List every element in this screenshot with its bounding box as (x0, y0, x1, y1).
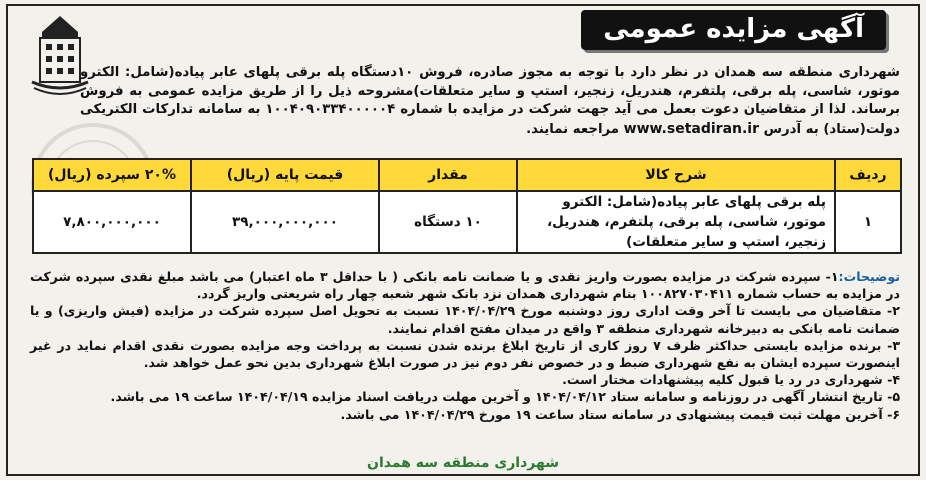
intro-text: شهرداری منطقه سه همدان در نظر دارد با توجه به مجوز صادره، فروش ۱۰دستگاه پله برقی پلهای عابر پیاده(شامل: الکترو موتور، شاسی، پله برقی، پلتفرم، هندریل، زنجیر، استپ و سایر متعلقات)مشروحه ذیل را از طریق مزایده عمومی به فروش برساند. لذا از متقاضیان دعوت بعمل می آید جهت شرکت در مزایده با شماره ۱۰۰۴۰۹۰۳۳۴۰۰۰۰۰۴ به سامانه تدارکات الکتریکی دولت(ستاد) به آدرس (80, 65, 900, 137)
header-deposit: ۲۰% سپرده (ریال) (33, 159, 191, 191)
header-base-price: قیمت پایه (ریال) (191, 159, 379, 191)
intro-closing: مراجعه نمایند. (526, 121, 620, 137)
cell-row-number: ۱ (835, 191, 901, 253)
note-item-3: ۳- برنده مزایده بایستی حداکثر ظرف ۷ روز کاری از تاریخ ابلاغ برنده شدن نسبت به پرداخت وجه مزایده بصورت نقدی اقدام نماید در غیر اینصورت سپرده ایشان به نفع شهرداری ضبط و در خصوص نفر دوم نیز در صورت ابلاغ شهرداری بدین نحو عمل خواهد شد. (30, 337, 900, 371)
header-quantity: مقدار (379, 159, 517, 191)
table-header-row (33, 159, 901, 191)
cell-quantity: ۱۰ دستگاه (379, 191, 517, 253)
footer-signature: شهرداری منطقه سه همدان (367, 455, 559, 471)
note-item-2: ۲- متقاضیان می بایست تا آخر وقت اداری روز دوشنبه مورخ ۱۴۰۴/۰۴/۲۹ نسبت به تحویل اصل سپرده شرکت در مزایده (فیش واریزی) و یا ضمانت نامه بانکی به دبیرخانه شهرداری منطقه ۳ واقع در میدان مفتح اقدام نمایند. (30, 303, 900, 336)
note-item-4: ۴- شهرداری در رد یا قبول کلیه پیشنهادات مختار است. (562, 372, 900, 388)
note-item-5: ۵- تاریخ انتشار آگهی در روزنامه و سامانه ستاد ۱۴۰۴/۰۴/۱۲ و آخرین مهلت دریافت اسناد مزایده ۱۴۰۴/۰۴/۱۹ ساعت ۱۹ می باشد. (110, 389, 900, 405)
notes-section (30, 268, 900, 423)
header-row-number: ردیف (835, 159, 901, 191)
table-row (33, 191, 901, 253)
website-link[interactable]: www.setadiran.ir (623, 120, 760, 137)
header-description: شرح کالا (517, 159, 835, 191)
cell-description: پله برقی پلهای عابر پیاده(شامل: الکترو موتور، شاسی، پله برقی، پلتفرم، هندریل، زنجیر، استپ و سایر متعلقات) (517, 191, 835, 253)
ad-title: آگهی مزایده عمومی (581, 10, 886, 50)
notes-label: توضیحات: (838, 269, 900, 284)
intro-paragraph (80, 64, 900, 139)
items-table (32, 158, 902, 254)
header (581, 10, 886, 50)
cell-base-price: ۳۹,۰۰۰,۰۰۰,۰۰۰ (191, 191, 379, 253)
note-item-6: ۶- آخرین مهلت ثبت قیمت پیشنهادی در سامانه ستاد ساعت ۱۹ مورخ ۱۴۰۴/۰۴/۲۹ می باشد. (340, 406, 900, 422)
cell-deposit: ۷,۸۰۰,۰۰۰,۰۰۰ (33, 191, 191, 253)
note-item-1: توضیحات:۱- سپرده شرکت در مزایده بصورت واریز نقدی و یا ضمانت نامه بانکی ( با حداقل ۳ ماه اعتبار) می باشد مبلغ نقدی سپرده شرکت در مزایده به حساب شماره ۱۰۰۸۲۷۰۳۰۴۱۱ بنام شهرداری همدان نزد بانک شهر شعبه چهار راه شریعتی واریز گردد. (30, 269, 900, 302)
